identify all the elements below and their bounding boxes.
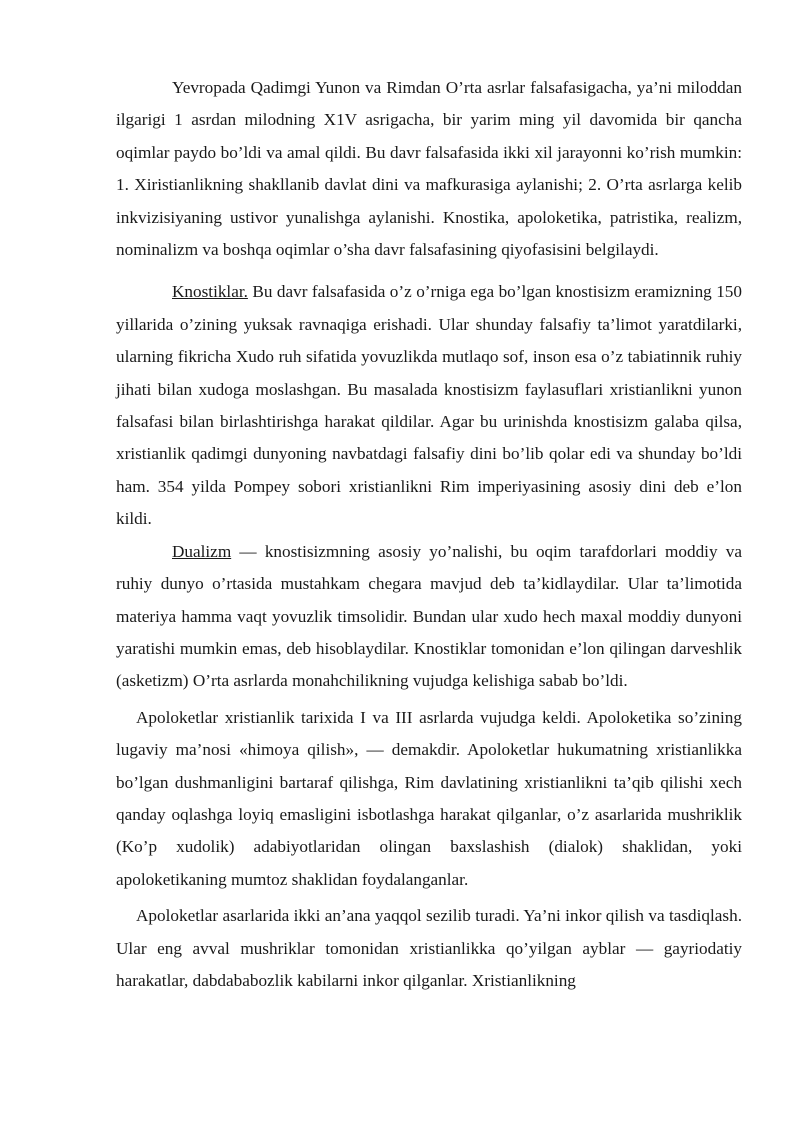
paragraph-apoloketlar [116,702,742,896]
paragraph-apoloketlar-asarlari [116,900,742,997]
paragraph-intro [116,72,742,266]
paragraph-text: Apoloketlar xristianlik tarixida I va III asrlarda vujudga keldi. Apoloketika so’zining lugaviy ma’nosi «himoya qilish», — demakdir. Apoloketlar hukumatning xristianlikka bo’lgan dushmanligini bartaraf qilishga, Rim davlatining xristianlikni ta’qib qilishi xech qanday oqlashga loyiq emasligini isbotlashga harakat qilganlar, o’z asarlarida mushriklik (Ko’p xudolik) adabiyotlaridan olingan baxslashish (dialok) shaklidan, yoki apoloketikaning mumtoz shaklidan foydalanganlar. [116,707,742,889]
section-term: Knostiklar. [172,282,248,302]
paragraph-knostiklar [116,276,742,535]
document-page [116,72,742,997]
section-term: Dualizm [172,541,232,561]
paragraph-text: Yevropada Qadimgi Yunon va Rimdan O’rta asrlar falsafasigacha, ya’ni miloddan ilgarigi 1 asrdan milodning X1V asrigacha, bir yarim ming yil davomida bir qancha oqimlar paydo bo’ldi va amal qildi. Bu davr falsafasida ikki xil jarayonni ko’rish mumkin: 1. Xiristianlikning shakllanib davlat dini va mafkurasiga aylanishi; 2. O’rta asrlarga kelib inkvizisiyaning ustivor yunalishga aylanishi. Knostika, apoloketika, patristika, realizm, nominalizm va boshqa oqimlar o’sha davr falsafasining qiyofasisini belgilaydi. [116,78,742,260]
paragraph-text: Bu davr falsafasida o’z o’rniga ega bo’lgan knostisizm eramizning 150 yillarida o’zining yuksak ravnaqiga erishadi. Ular shunday falsafiy ta’limot yaratdilarki, ularning fikricha Xudo ruh sifatida yovuzlikda mutlaqo sof, inson esa o’z tabiatinnik ruhiy jihati bilan xudoga moslashgan. Bu masalada knostisizm faylasuflari xristianlikni yunon falsafasi bilan birlashtirishga harakat qildilar. Agar bu urinishda knostisizm galaba qilsa, xristianlik qadimgi dunyoning navbatdagi falsafiy dini bo’lib qolar edi va shunday bo’ldi ham. 354 yilda Pompey sobori xristianlikni Rim imperiyasining asosiy dini deb e’lon kildi. [116,282,742,529]
paragraph-dualizm [116,536,742,698]
paragraph-text: — knostisizmning asosiy yo’nalishi, bu oqim tarafdorlari moddiy va ruhiy dunyo o’rtasida mustahkam chegara mavjud deb ta’kidlaydilar. Ular ta’limotida materiya hamma vaqt yovuzlik timsolidir. Bundan ular xudo hech maxal moddiy dunyoni yaratishi mumkin emas, deb hisoblaydilar. Knostiklar tomonidan e’lon qilingan darveshlik (asketizm) O’rta asrlarda monahchilikning vujudga kelishiga sabab bo’ldi. [116,541,742,691]
paragraph-text: Apoloketlar asarlarida ikki an’ana yaqqol sezilib turadi. Ya’ni inkor qilish va tasdiqlash. Ular eng avval mushriklar tomonidan xristianlikka qo’yilgan ayblar — gayriodatiy harakatlar, dabdababozlik kabilarni inkor qilganlar. Xristianlikning [116,906,742,990]
